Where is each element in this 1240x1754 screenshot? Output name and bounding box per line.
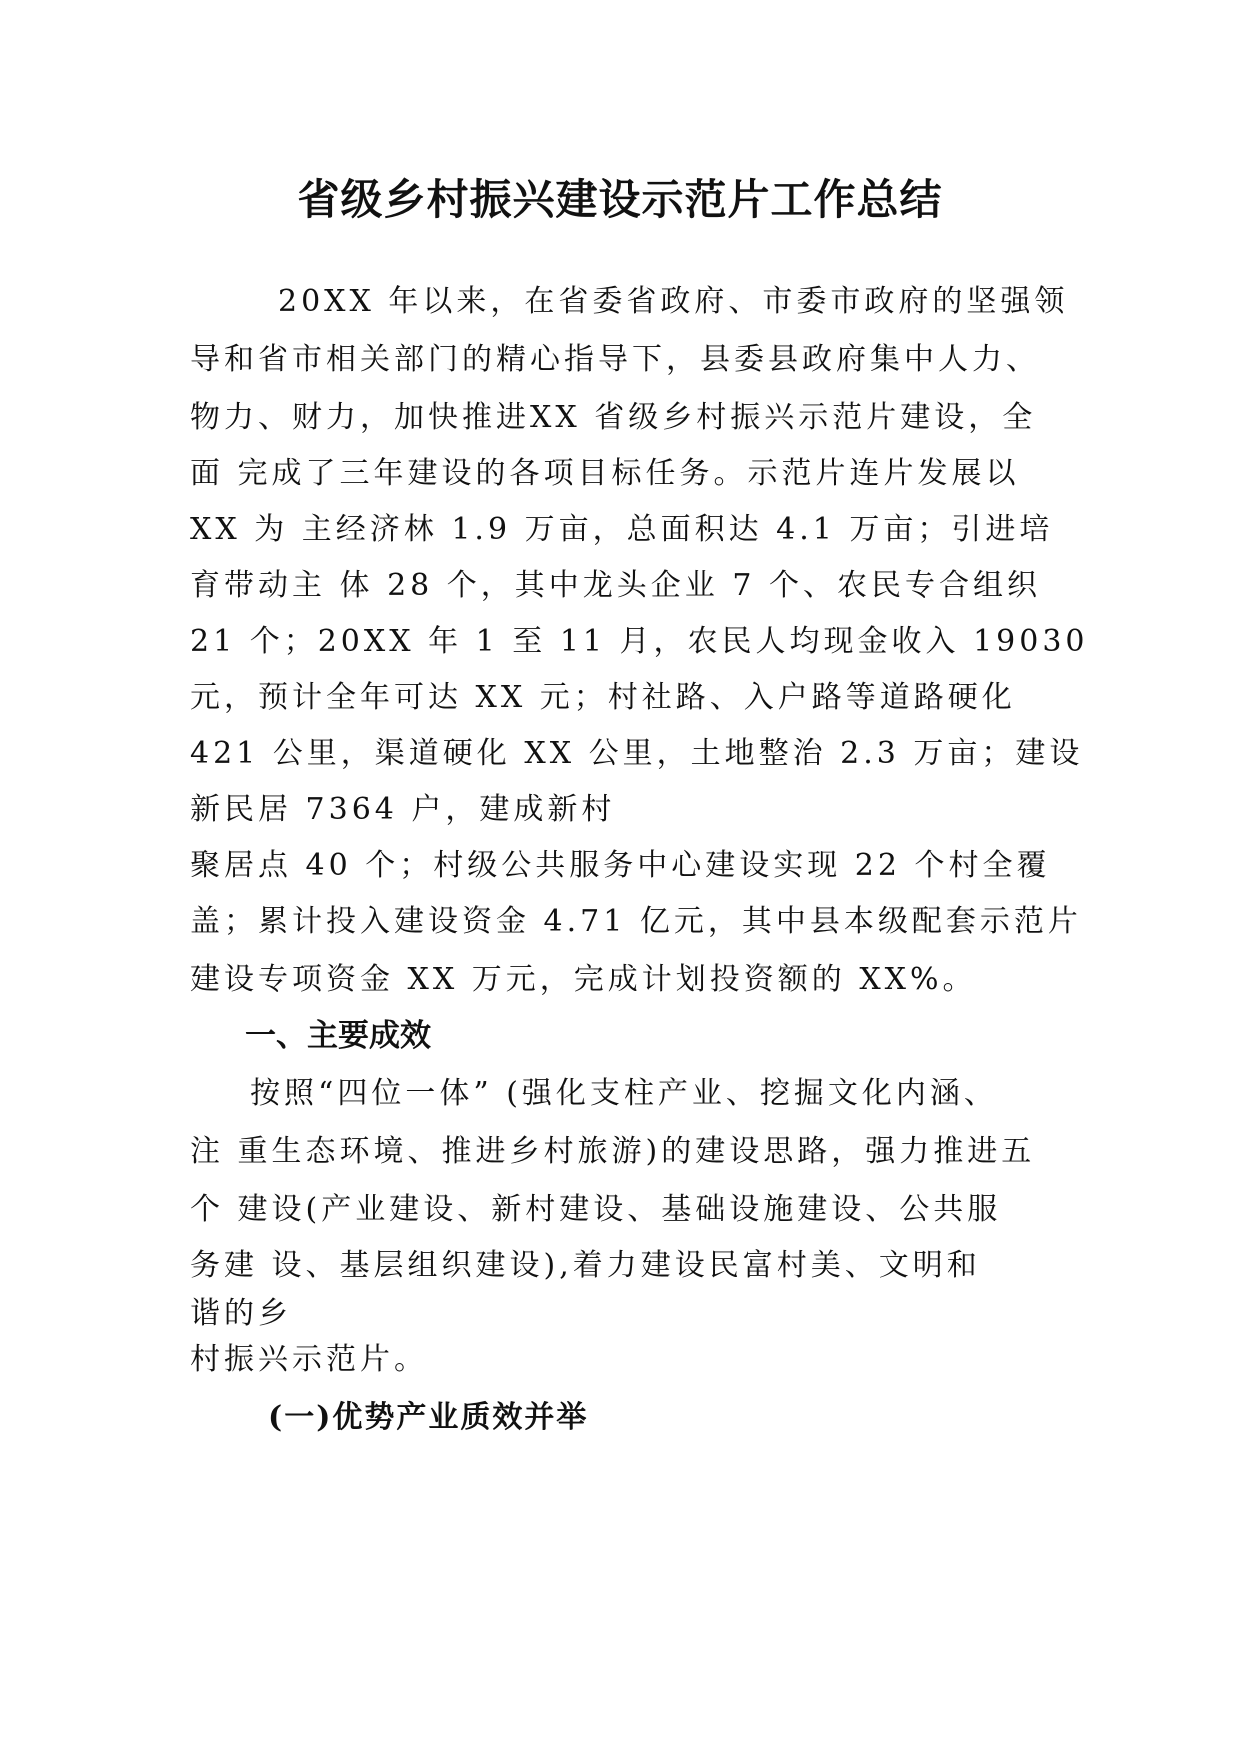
paragraph-line: 物力、财力，加快推进XX 省级乡村振兴示范片建设，全 — [190, 400, 1037, 435]
paragraph-line: 面 完成了三年建设的各项目标任务。示范片连片发展以 — [190, 456, 1020, 491]
paragraph-line: 导和省市相关部门的精心指导下，县委县政府集中人力、 — [190, 342, 1040, 377]
paragraph-line: 421 公里，渠道硬化 XX 公里，土地整治 2.3 万亩；建设 — [190, 736, 1084, 771]
paragraph-line: 20XX 年以来，在省委省政府、市委市政府的坚强领 — [278, 284, 1069, 319]
paragraph-line: 务建 设、基层组织建设),着力建设民富村美、文明和 — [190, 1248, 981, 1283]
section-heading: 一、主要成效 — [245, 1018, 431, 1054]
paragraph-line: 育带动主 体 28 个，其中龙头企业 7 个、农民专合组织 — [190, 568, 1041, 603]
paragraph-line: 村振兴示范片。 — [190, 1342, 428, 1377]
paragraph-line: 21 个；20XX 年 1 至 11 月，农民人均现金收入 19030 — [190, 624, 1089, 659]
paragraph-line: XX 为 主经济林 1.9 万亩，总面积达 4.1 万亩；引进培 — [190, 512, 1054, 547]
paragraph-line: 按照“四位一体” (强化支柱产业、挖掘文化内涵、 — [250, 1076, 998, 1111]
paragraph-line: 元，预计全年可达 XX 元；村社路、入户路等道路硬化 — [190, 680, 1016, 715]
paragraph-line: 盖；累计投入建设资金 4.71 亿元，其中县本级配套示范片 — [190, 904, 1082, 939]
paragraph-line: 聚居点 40 个；村级公共服务中心建设实现 22 个村全覆 — [190, 848, 1051, 883]
paragraph-line: 注 重生态环境、推进乡村旅游)的建设思路，强力推进五 — [190, 1134, 1036, 1169]
document-title: 省级乡村振兴建设示范片工作总结 — [297, 175, 943, 224]
paragraph-line: 建设专项资金 XX 万元，完成计划投资额的 XX%。 — [190, 962, 977, 997]
subsection-heading: (一)优势产业质效并举 — [268, 1400, 589, 1435]
paragraph-line: 新民居 7364 户，建成新村 — [190, 792, 616, 827]
paragraph-line: 谐的乡 — [190, 1296, 292, 1331]
paragraph-line: 个 建设(产业建设、新村建设、基础设施建设、公共服 — [190, 1192, 1002, 1227]
